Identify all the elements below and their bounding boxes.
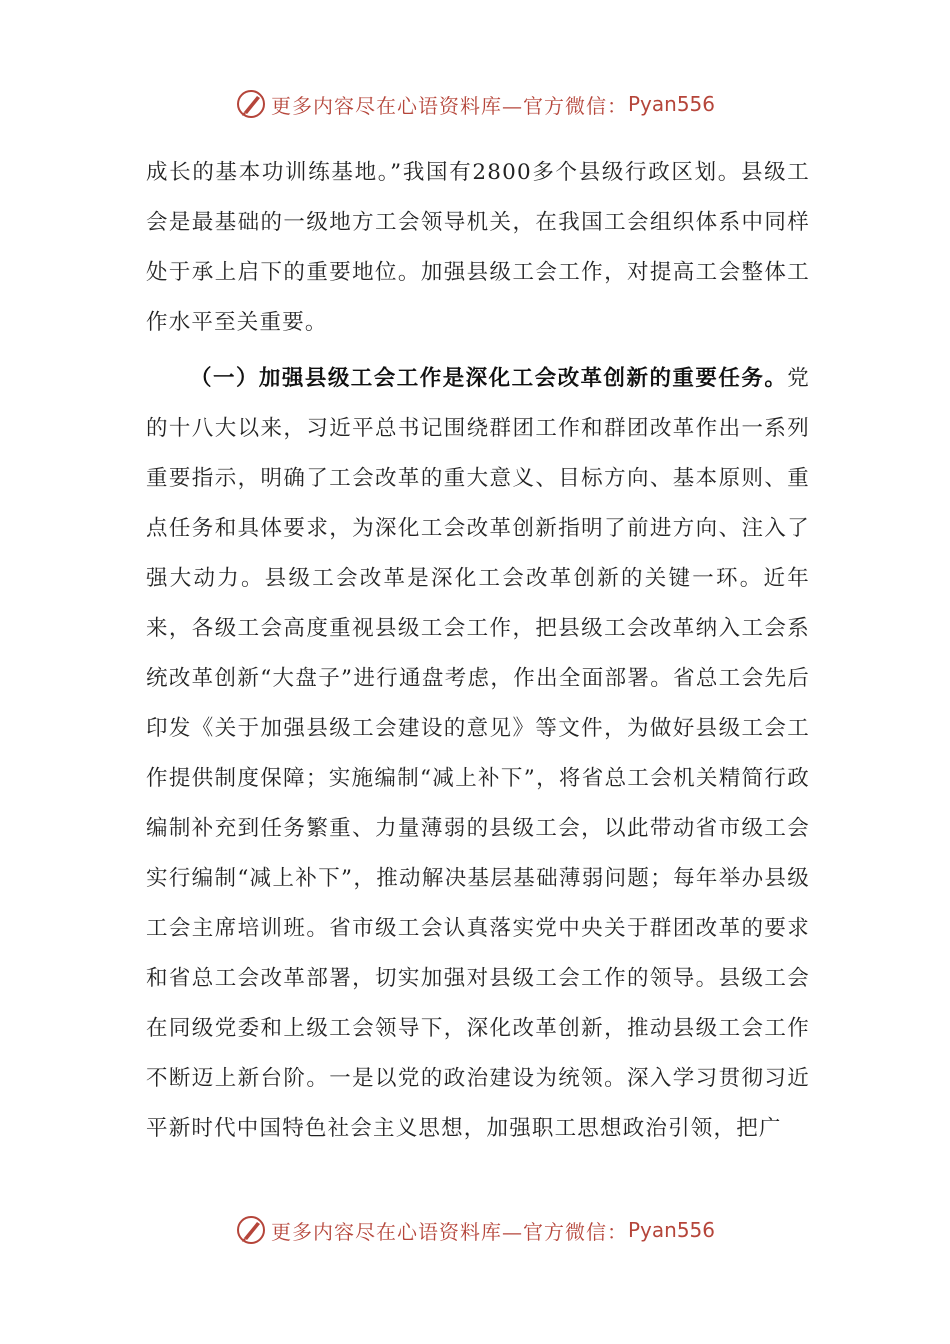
quill-logo-icon	[235, 1214, 267, 1246]
paragraph-text: 党的十八大以来，习近平总书记围绕群团工作和群团改革作出一系列重要指示，明确了工会改革的重大意义、目标方向、基本原则、重点任务和具体要求，为深化工会改革创新指明了前进方向、注入了强大动力。县级工会改革是深化工会改革创新的关键一环。近年来，各级工会高度重视县级工会工作，把县级工会改革纳入工会系统改革创新“大盘子”进行通盘考虑，作出全面部署。省总工会先后印发《关于加强县级工会建设的意见》等文件，为做好县级工会工作提供制度保障；实施编制“减上补下”，将省总工会机关精简行政编制补充到任务繁重、力量薄弱的县级工会，以此带动省市级工会实行编制“减上补下”，推动解决基层基础薄弱问题；每年举办县级工会主席培训班。省市级工会认真落实党中央关于群团改革的要求和省总工会改革部署，切实加强对县级工会工作的领导。县级工会在同级党委和上级工会领导下，深化改革创新，推动县级工会工作不断迈上新台阶。一是以党的政治建设为统领。深入学习贯彻习近平新时代中国特色社会主义思想，加强职工思想政治引领，把广	[146, 366, 810, 1141]
paragraph-continuation	[146, 148, 810, 348]
watermark-wechat-id: Pyan556	[627, 1218, 715, 1242]
watermark-text: 更多内容尽在心语资料库—官方微信：	[270, 93, 628, 118]
quill-logo-icon	[235, 88, 267, 120]
watermark-wechat-id: Pyan556	[627, 92, 715, 116]
watermark-banner-bottom	[0, 1210, 950, 1250]
section-heading: （一）加强县级工会工作是深化工会改革创新的重要任务。	[190, 366, 788, 391]
paragraph-text: 成长的基本功训练基地。”我国有2800多个县级行政区划。县级工会是最基础的一级地方工会领导机关，在我国工会组织体系中同样处于承上启下的重要地位。加强县级工会工作，对提高工会整体工作水平至关重要。	[146, 160, 810, 335]
watermark-banner-top	[0, 84, 950, 124]
document-body	[146, 148, 810, 1154]
paragraph-section-one	[146, 354, 810, 1154]
watermark-text: 更多内容尽在心语资料库—官方微信：	[270, 1219, 628, 1244]
